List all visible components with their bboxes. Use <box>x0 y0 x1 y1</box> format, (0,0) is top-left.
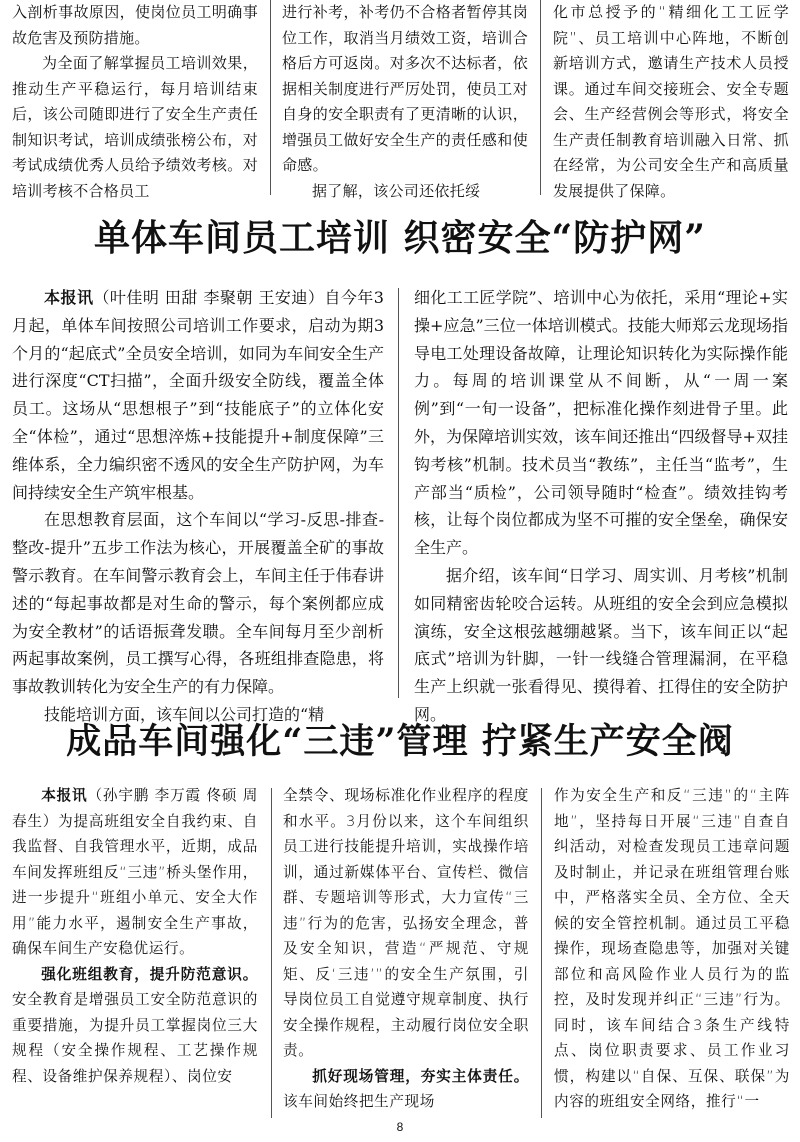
paragraph <box>414 562 788 729</box>
paragraph <box>12 783 258 962</box>
top-column-1 <box>12 0 258 200</box>
paragraph-lead: 抓好现场管理，夯实主体责任。 <box>312 1067 529 1085</box>
article-2-column-1 <box>12 783 258 1123</box>
paragraph <box>283 783 529 1064</box>
page-number: 8 <box>396 1120 404 1134</box>
top-column-2 <box>282 0 528 200</box>
column-rule <box>540 0 541 195</box>
paragraph-lead: 本报讯 <box>41 787 88 804</box>
column-rule <box>398 288 399 698</box>
article-1-column-2 <box>414 284 788 724</box>
paragraph-text: 化市总授予的“精细化工工匠学院”、员工培训中心阵地，不断创新培训方式，邀请生产技术人员授课。通过车间交接班会、安全专题会、生产经营例会等形式，将安全生产责任制教育培训融入日常、抓在经常，为公司安全生产和高质量发展提供了保障。 <box>553 3 789 200</box>
article-2-column-3 <box>554 783 790 1123</box>
paragraph-text: 进行补考，补考仍不合格者暂停其岗位工作，取消当月绩效工资，培训合格后方可返岗。对多次不达标者，依据相关制度进行严厉处罚，使员工对自身的安全职责有了更清晰的认识，增强员工做好安全生产的责任感和使命感。 <box>282 3 528 174</box>
paragraph <box>12 0 258 51</box>
paragraph-text: 据介绍，该车间“日学习、周实训、月考核”机制如同精密齿轮咬合运转。从班组的安全会到应急模拟演练，安全这根弦越绷越紧。当下，该车间正以“起底式”培训为针脚，一针一线缝合管理漏洞，在平稳生产上织就一张看得见、摸得着、扛得住的安全防护网。 <box>414 565 788 724</box>
paragraph <box>283 1064 529 1115</box>
paragraph-text: 全禁令、现场标准化作业程序的程度和水平。3月份以来，这个车间组织员工进行技能提升培训，实战操作培训，通过新媒体平台、宣传栏、微信群、专题培训等形式，大力宣传“三违”行为的危害，弘扬安全理念，普及安全知识，营造“严规范、守规矩、反‘三违’”的安全生产氛围，引导岗位员工自觉遵守规章制度、执行安全操作规程，主动履行岗位安全职责。 <box>283 787 529 1059</box>
article-1-column-1 <box>12 284 384 724</box>
paragraph <box>554 783 790 1115</box>
paragraph <box>12 284 384 506</box>
paragraph-lead: 强化班组教育，提升防范意识。 <box>41 965 258 983</box>
paragraph-text: 在思想教育层面，这个车间以“学习-反思-排查-整改-提升”五步工作法为核心，开展覆盖全矿的事故警示教育。在车间警示教育会上，车间主任于伟春讲述的“每起事故都是对生命的警示，每个案例都应成为安全教材”的话语振聋发聩。全车间每月至少剖析两起事故案例，员工撰写心得，各班组排查隐患，将事故教训转化为安全生产的有力保障。 <box>12 510 384 697</box>
paragraph-text: （孙宇鹏 李万霞 佟硕 周春生）为提高班组安全自我约束、自我监督、自我管理水平，近期，成品车间发挥班组反“三违”桥头堡作用，进一步提升“班组小单元、安全大作用”能力水平，遏制安全生产事故，确保车间生产安稳优运行。 <box>12 787 258 957</box>
column-rule <box>270 0 271 195</box>
paragraph <box>12 962 258 1090</box>
paragraph-lead: 本报讯 <box>44 288 94 307</box>
paragraph <box>12 506 384 701</box>
article-1-headline: 单体车间员工培训 织密安全“防护网” <box>94 217 706 259</box>
paragraph-text: 技能培训方面，该车间以公司打造的“精 <box>44 704 325 724</box>
column-rule <box>541 788 542 1118</box>
paragraph <box>282 0 528 179</box>
article-2-headline: 成品车间强化“三违”管理 拧紧生产安全阀 <box>66 721 734 762</box>
paragraph-text: 作为安全生产和反“三违”的“主阵地”，坚持每日开展“三违”自查自纠活动，对检查发现员工违章问题及时制止，并记录在班组管理台账中，严格落实全员、全方位、全天候的安全管控机制。通过员工平稳操作，现场查隐患等，加强对关键部位和高风险作业人员行为的监控，及时发现并纠正“三违”行为。同时，该车间结合3条生产线特点、岗位职责要求、员工作业习惯，构建以“自保、互保、联保”为内容的班组安全网络，推行“一 <box>554 787 790 1110</box>
paragraph-text: 该车间始终把生产现场 <box>283 1093 435 1110</box>
top-column-3 <box>553 0 789 200</box>
column-rule <box>271 788 272 1118</box>
paragraph <box>12 51 258 204</box>
paragraph-text: 据了解，该公司还依托绥 <box>312 181 481 200</box>
paragraph-text: （叶佳明 田甜 李聚朝 王安迪）自今年3月起，单体车间按照公司培训工作要求，启动为期3个月的“起底式”全员安全培训，如同为车间安全生产进行深度“CT扫描”，全面升级安全防线，覆盖全体员工。这场从“思想根子”到“技能底子”的立体化安全“体检”，通过“思想淬炼+技能提升+制度保障”三维体系，全力编织密不透风的安全生产防护网，为车间持续安全生产筑牢根基。 <box>12 288 384 502</box>
article-2-column-2 <box>283 783 529 1123</box>
paragraph <box>553 0 789 204</box>
paragraph <box>414 284 788 562</box>
paragraph-text: 安全教育是增强员工安全防范意识的重要措施，为提升员工掌握岗位三大规程（安全操作规程、工艺操作规程、设备维护保养规程）、岗位安 <box>12 991 258 1085</box>
paragraph-text: 入剖析事故原因，使岗位员工明确事故危害及预防措施。 <box>12 3 258 47</box>
paragraph <box>282 179 528 205</box>
paragraph-text: 为全面了解掌握员工培训效果，推动生产平稳运行，每月培训结束后，该公司随即进行了安全生产责任制知识考试，培训成绩张榜公布，对考试成绩优秀人员给予绩效考核。对培训考核不合格员工 <box>12 54 258 200</box>
paragraph-text: 细化工工匠学院”、培训中心为依托，采用“理论+实操+应急”三位一体培训模式。技能大师郑云龙现场指导电工处理设备故障，让理论知识转化为实际操作能力。每周的培训课堂从不间断，从“一周一案例”到“一旬一设备”，把标准化操作刻进骨子里。此外，为保障培训实效，该车间还推出“四级督导+双挂钩考核”机制。技术员当“教练”，主任当“监考”，生产部当“质检”，公司领导随时“检查”。绩效挂钩考核，让每个岗位都成为坚不可摧的安全堡垒，确保安全生产。 <box>414 288 788 558</box>
